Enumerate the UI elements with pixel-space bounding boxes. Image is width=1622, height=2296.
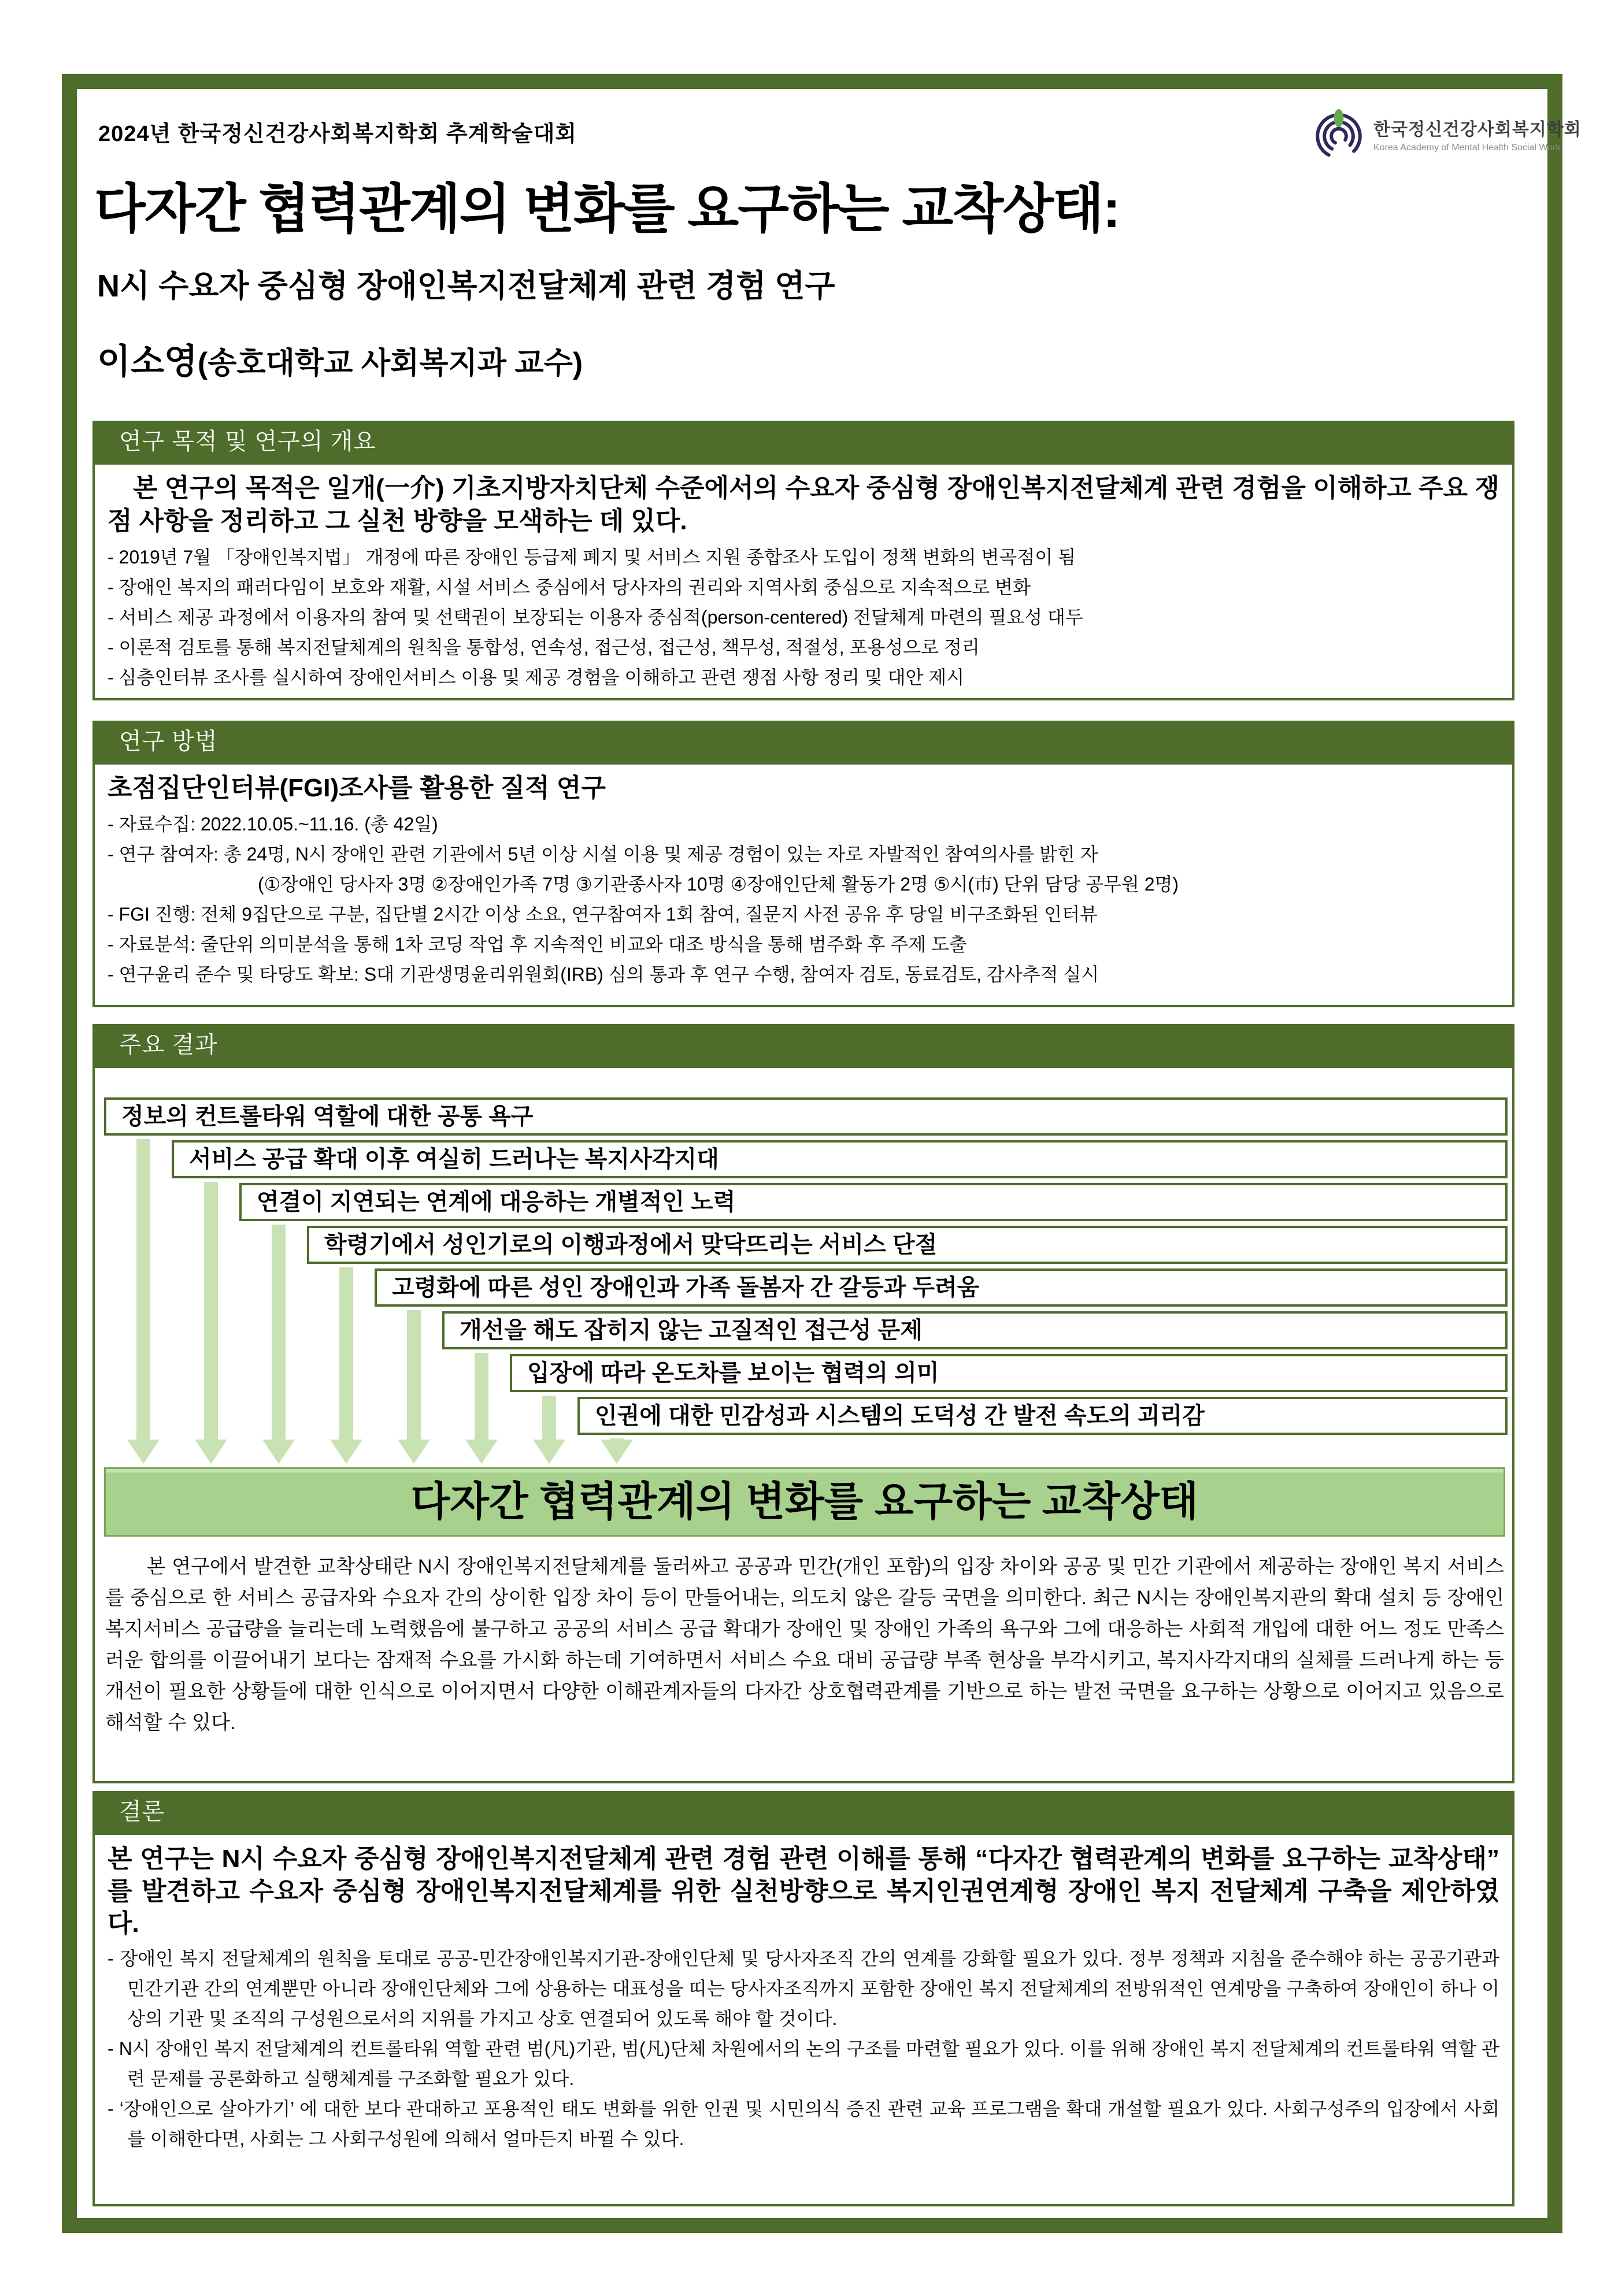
section-body-results — [92, 1066, 1514, 1783]
purpose-bullet: - 서비스 제공 과정에서 이용자의 참여 및 선택권이 보장되는 이용자 중심적(person-centered) 전달체계 마련의 필요성 대두 — [108, 607, 1083, 628]
section-body-purpose — [92, 462, 1514, 700]
section-body-conclusion — [92, 1833, 1514, 2206]
conclusion-bullet: - 장애인 복지 전달체계의 원칙을 토대로 공공-민간장애인복지기관-장애인단체 및 당사자조직 간의 연계를 강화할 필요가 있다. 정부 정책과 지침을 준수해야 하는 공공기관과 민간기관 간의 연계뿐만 아니라 장애인단체와 그에 상용하는 대표성을 띠는 당사자조직까지 포함한 장애인 복지 전달체계의 전방위적인 연계망을 구축하여 장애인이 하나 이상의 기관 및 조직의 구성원으로서의 지위를 가지고 상호 연결되어 있도록 해야 할 것이다. — [108, 1948, 1499, 2029]
finding-box: 정보의 컨트롤타워 역할에 대한 공통 욕구 — [104, 1097, 1508, 1136]
finding-box: 인권에 대한 민감성과 시스템의 도덕성 간 발전 속도의 괴리감 — [577, 1397, 1508, 1435]
finding-box: 연결이 지연되는 연계에 대응하는 개별적인 노력 — [239, 1183, 1508, 1221]
logo-org-korean: 한국정신건강사회복지학회 — [1373, 120, 1582, 139]
method-bullet: - 자료분석: 줄단위 의미분석을 통해 1차 코딩 작업 후 지속적인 비교와 대조 방식을 통해 범주화 후 주제 도출 — [108, 934, 967, 955]
down-arrow-icon — [533, 1396, 565, 1464]
method-bullet: - FGI 진행: 전체 9집단으로 구분, 집단별 2시간 이상 소요, 연구참여자 1회 참여, 질문지 사전 공유 후 당일 비구조화된 인터뷰 — [108, 904, 1098, 925]
purpose-lead: 본 연구의 목적은 일개(一介) 기초지방자치단체 수준에서의 수요자 중심형 장애인복지전달체계 관련 경험을 이해하고 주요 쟁점 사항을 정리하고 그 실천 방향을 모색하는 데 있다. — [108, 474, 1499, 535]
down-arrow-icon — [195, 1182, 227, 1464]
society-logo — [1312, 107, 1582, 161]
section-header-method: 연구 방법 — [92, 721, 1514, 762]
finding-box: 학령기에서 성인기로의 이행과정에서 맞닥뜨리는 서비스 단절 — [307, 1226, 1508, 1264]
poster-subtitle: N시 수요자 중심형 장애인복지전달체계 관련 경험 연구 — [97, 269, 835, 303]
results-interpretation: 본 연구에서 발견한 교착상태란 N시 장애인복지전달체계를 둘러싸고 공공과 민간(개인 포함)의 입장 차이와 공공 및 민간 기관에서 제공하는 장애인 복지 서비스를 중심으로 한 서비스 공급자와 수요자 간의 상이한 입장 차이 등이 만들어내는, 의도치 않은 갈등 국면을 의미한다. 최근 N시는 장애인복지관의 확대 설치 등 장애인 복지서비스 공급량을 늘리는데 노력했음에 불구하고 공공의 서비스 공급 확대가 장애인 및 장애인 가족의 욕구와 그에 대응하는 사회적 개입에 대한 어느 정도 만족스러운 합의를 이끌어내기 보다는 잠재적 수요를 가시화 하는데 기여하면서 서비스 수요 대비 공급량 부족 현상을 부각시키고, 복지사각지대의 실체를 드러나게 하는 등 개선이 필요한 상황들에 대한 인식으로 이어지면서 다양한 이해관계자들의 다자간 상호협력관계를 기반으로 하는 발전 국면을 요구하는 상황으로 이어지고 있음으로 해석할 수 있다. — [105, 1556, 1504, 1734]
down-arrow-icon — [330, 1267, 362, 1464]
section-header-conclusion: 결론 — [92, 1791, 1514, 1833]
section-header-purpose: 연구 목적 및 연구의 개요 — [92, 421, 1514, 462]
purpose-bullet: - 심층인터뷰 조사를 실시하여 장애인서비스 이용 및 제공 경험을 이해하고 관련 쟁점 사항 정리 및 대안 제시 — [108, 667, 965, 688]
section-header-results: 주요 결과 — [92, 1024, 1514, 1066]
society-logo-icon — [1312, 107, 1365, 161]
purpose-bullet: - 2019년 7월 「장애인복지법」 개정에 따른 장애인 등급제 폐지 및 서비스 지원 종합조사 도입이 정책 변화의 변곡점이 됨 — [108, 547, 1076, 567]
conclusion-bullet: - N시 장애인 복지 전달체계의 컨트롤타워 역할 관련 범(凡)기관, 범(凡)단체 차원에서의 논의 구조를 마련할 필요가 있다. 이를 위해 장애인 복지 전달체계의 컨트롤타워 역할 관련 문제를 공론화하고 실행체계를 구조화할 필요가 있다. — [108, 2038, 1499, 2089]
society-logo-text — [1373, 115, 1582, 153]
finding-box: 고령화에 따른 성인 장애인과 가족 돌봄자 간 갈등과 두려움 — [375, 1268, 1508, 1307]
core-category-box: 다자간 협력관계의 변화를 요구하는 교착상태 — [104, 1467, 1505, 1537]
method-lead: 초점집단인터뷰(FGI)조사를 활용한 질적 연구 — [108, 774, 606, 802]
section-body-method — [92, 762, 1514, 1007]
finding-box: 입장에 따라 온도차를 보이는 협력의 의미 — [510, 1354, 1508, 1392]
conclusion-lead: 본 연구는 N시 수요자 중심형 장애인복지전달체계 관련 경험 관련 이해를 통해 “다자간 협력관계의 변화를 요구하는 교착상태” 를 발견하고 수요자 중심형 장애인복지전달체계를 위한 실천방향으로 복지인권연계형 장애인 복지 전달체계 구축을 제안하였다. — [108, 1845, 1499, 1938]
author-line — [97, 334, 583, 384]
down-arrow-icon — [601, 1438, 633, 1464]
logo-org-english: Korea Academy of Mental Health Social Work — [1373, 143, 1561, 153]
down-arrow-icon — [465, 1353, 498, 1464]
author-affiliation: (송호대학교 사회복지과 교수) — [197, 347, 583, 380]
method-bullet: - 연구 참여자: 총 24명, N시 장애인 관련 기관에서 5년 이상 시설 이용 및 제공 경험이 있는 자로 자발적인 참여의사를 밝힌 자 — [108, 844, 1098, 865]
conference-title: 2024년 한국정신건강사회복지학회 추계학술대회 — [98, 122, 577, 146]
finding-box: 개선을 해도 잡히지 않는 고질적인 접근성 문제 — [442, 1311, 1508, 1349]
author-name: 이소영 — [97, 342, 198, 381]
purpose-bullet: - 이론적 검토를 통해 복지전달체계의 원칙을 통합성, 연속성, 접근성, 접근성, 책무성, 적절성, 포용성으로 정리 — [108, 637, 980, 658]
conclusion-bullet: - ‘장애인으로 살아가기’ 에 대한 보다 관대하고 포용적인 태도 변화를 위한 인권 및 시민의식 증진 관련 교육 프로그램을 확대 개설할 필요가 있다. 사회구성주의 입장에서 사회를 이해한다면, 사회는 그 사회구성원에 의해서 얼마든지 바뀔 수 있다. — [108, 2098, 1499, 2149]
purpose-bullet: - 장애인 복지의 패러다임이 보호와 재활, 시설 서비스 중심에서 당사자의 권리와 지역사회 중심으로 지속적으로 변화 — [108, 577, 1031, 598]
method-participants-detail: (①장애인 당사자 3명 ②장애인가족 7명 ③기관종사자 10명 ④장애인단체 활동가 2명 ⑤시(市) 단위 담당 공무원 2명) — [258, 874, 1179, 895]
down-arrow-icon — [127, 1139, 160, 1464]
down-arrow-icon — [398, 1310, 430, 1464]
finding-box: 서비스 공급 확대 이후 여실히 드러나는 복지사각지대 — [172, 1140, 1508, 1178]
down-arrow-icon — [262, 1225, 295, 1464]
method-bullet: - 자료수집: 2022.10.05.~11.16. (총 42일) — [108, 814, 438, 834]
method-bullet: - 연구윤리 준수 및 타당도 확보: S대 기관생명윤리위원회(IRB) 심의 통과 후 연구 수행, 참여자 검토, 동료검토, 감사추적 실시 — [108, 964, 1099, 985]
poster-title: 다자간 협력관계의 변화를 요구하는 교착상태: — [94, 180, 1120, 239]
